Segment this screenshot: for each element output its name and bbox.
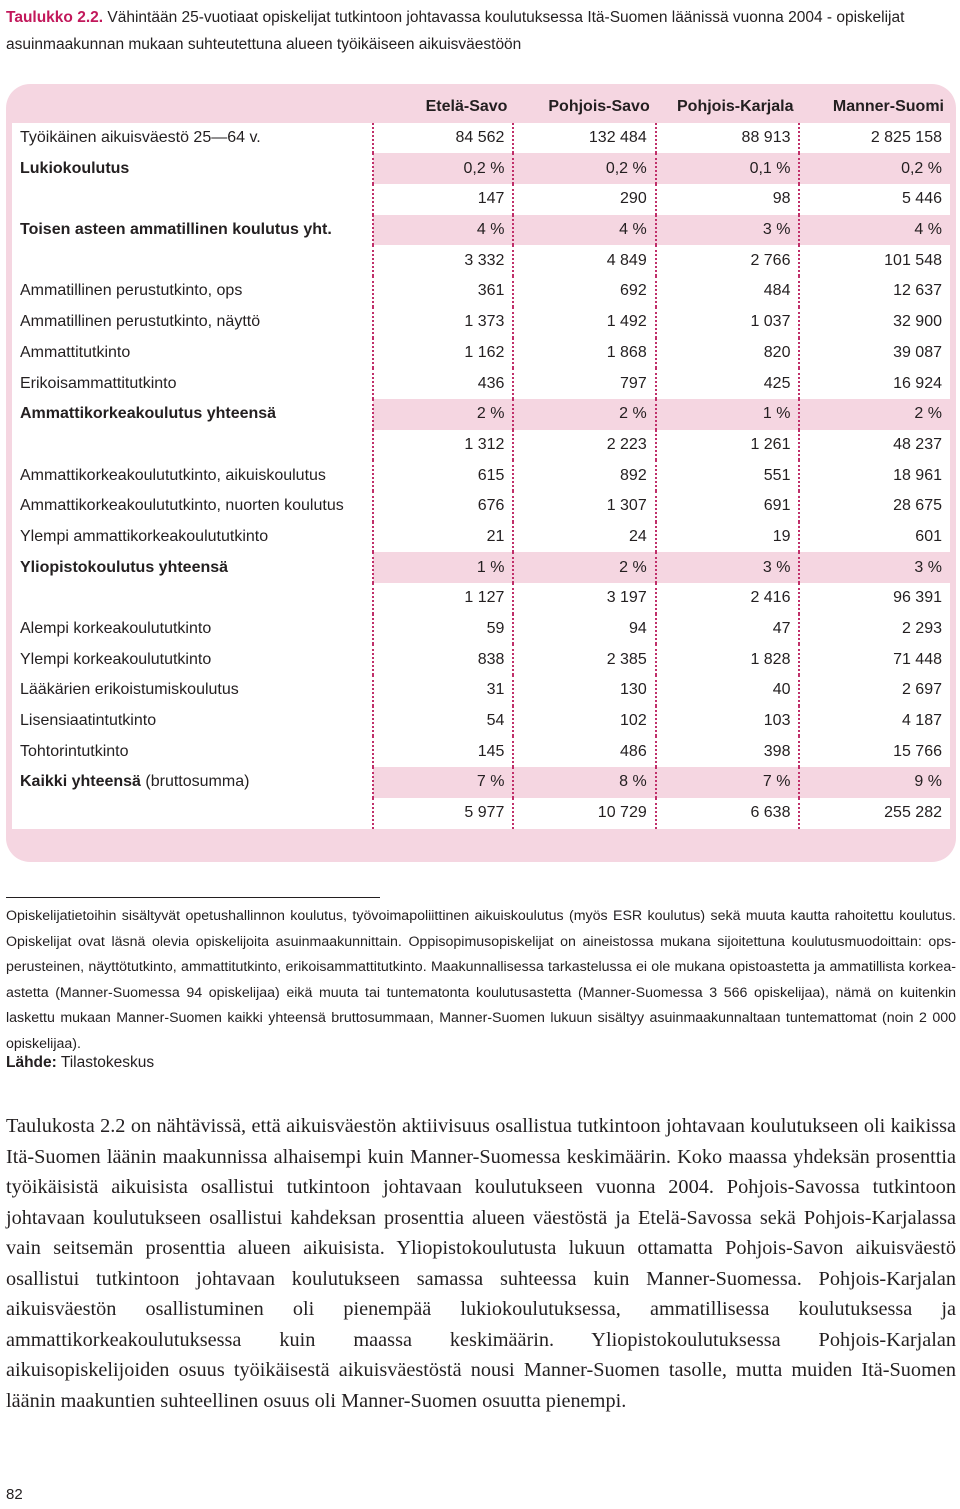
- row-label-text: Lääkärien erikoistumiskoulutus: [20, 681, 239, 699]
- table-row: [12, 399, 950, 430]
- row-label: [12, 123, 373, 154]
- row-label-text: Työikäinen aikuisväestö 25—64 v.: [20, 129, 261, 147]
- row-label: [12, 675, 373, 706]
- cell-value: 0,2 %: [799, 153, 950, 184]
- header-blank: [12, 92, 373, 123]
- cell-value: 4 849: [513, 245, 655, 276]
- table-body: [12, 123, 950, 829]
- table-row: [12, 215, 950, 246]
- cell-value: 1 127: [373, 583, 513, 614]
- row-label: [12, 338, 373, 369]
- cell-value: 101 548: [799, 245, 950, 276]
- cell-value: 71 448: [799, 644, 950, 675]
- cell-value: 2 385: [513, 644, 655, 675]
- cell-value: 103: [656, 706, 800, 737]
- cell-value: 21: [373, 522, 513, 553]
- row-label-text: Lukiokoulutus: [20, 159, 130, 177]
- cell-value: 615: [373, 460, 513, 491]
- cell-value: 4 187: [799, 706, 950, 737]
- row-label-text: Ammatillinen perustutkinto, näyttö: [20, 313, 261, 331]
- cell-value: 145: [373, 736, 513, 767]
- cell-value: 15 766: [799, 736, 950, 767]
- cell-value: 0,1 %: [656, 153, 800, 184]
- cell-value: 2 %: [513, 399, 655, 430]
- row-label: [12, 644, 373, 675]
- table-row: [12, 736, 950, 767]
- cell-value: 2 697: [799, 675, 950, 706]
- cell-value: 255 282: [799, 798, 950, 829]
- table-row: [12, 153, 950, 184]
- row-label: [12, 245, 373, 276]
- cell-value: 4 %: [373, 215, 513, 246]
- cell-value: 98: [656, 184, 800, 215]
- cell-value: 39 087: [799, 338, 950, 369]
- row-label-text: Ammatillinen perustutkinto, ops: [20, 282, 243, 300]
- table-row: [12, 368, 950, 399]
- cell-value: 676: [373, 491, 513, 522]
- cell-value: 820: [656, 338, 800, 369]
- page-number: 82: [6, 1486, 23, 1503]
- table-row: [12, 552, 950, 583]
- cell-value: 2 293: [799, 614, 950, 645]
- cell-value: 551: [656, 460, 800, 491]
- cell-value: 10 729: [513, 798, 655, 829]
- table-row: [12, 583, 950, 614]
- cell-value: 88 913: [656, 123, 800, 154]
- row-label-text: Toisen asteen ammatillinen koulutus yht.: [20, 221, 332, 239]
- row-label: [12, 583, 373, 614]
- table-row: [12, 522, 950, 553]
- cell-value: 2 %: [373, 399, 513, 430]
- table-row: [12, 123, 950, 154]
- cell-value: 838: [373, 644, 513, 675]
- cell-value: 2 416: [656, 583, 800, 614]
- cell-value: 691: [656, 491, 800, 522]
- cell-value: 1 307: [513, 491, 655, 522]
- cell-value: 96 391: [799, 583, 950, 614]
- table-header-row: [12, 92, 950, 123]
- row-label: [12, 736, 373, 767]
- table-row: [12, 245, 950, 276]
- row-label: [12, 307, 373, 338]
- cell-value: 132 484: [513, 123, 655, 154]
- footnote-text: Opiskelijatietoihin sisältyvät opetushallinnon koulutus, työvoimapoliittinen aikuiskoulutus (myös ESR koulutus) sekä muuta kautta rahoitettu koulutus. Opiskelijat ovat läsnä olevia opiskelijoita asuinmaakunnittain. Oppisopimusopiskelijat on aineistossa mukana sijoitettuna koulutusmuodoittain: ops-perusteinen, näyttötutkinto, ammattitutkinto, erikoisammattitutkinto. Maakunnallisessa tarkastelussa ei ole mukana opistoastetta ja ammatillista korkea-astetta (Manner-Suomessa 94 opiskelijaa) eikä muuta tai tuntematonta koulutusastetta (Manner-Suomessa 3 566 opiskelijaa), nämä on kuitenkin laskettu mukaan Manner-Suomen kaikki yhteensä bruttosummaan, Manner-Suomen lukuun sisältyy asuinmaakunnaltaan tuntemattomat (noin 2 000 opiskelijaa).: [6, 908, 956, 1052]
- cell-value: 1 261: [656, 430, 800, 461]
- row-label: [12, 552, 373, 583]
- column-header: Pohjois-Savo: [513, 92, 655, 123]
- cell-value: 797: [513, 368, 655, 399]
- cell-value: 16 924: [799, 368, 950, 399]
- cell-value: 290: [513, 184, 655, 215]
- cell-value: 3 197: [513, 583, 655, 614]
- row-label-text: Ammattikorkeakoulutus yhteensä: [20, 405, 277, 423]
- cell-value: 84 562: [373, 123, 513, 154]
- cell-value: 94: [513, 614, 655, 645]
- row-label: [12, 430, 373, 461]
- table-row: [12, 767, 950, 798]
- cell-value: 59: [373, 614, 513, 645]
- cell-value: 5 446: [799, 184, 950, 215]
- table-row: [12, 430, 950, 461]
- row-label-text: Erikoisammattitutkinto: [20, 374, 177, 392]
- row-label-text: Kaikki yhteensä: [20, 773, 141, 791]
- source-value: Tilastokeskus: [60, 1054, 155, 1071]
- cell-value: 32 900: [799, 307, 950, 338]
- row-label-text: Alempi korkeakoulututkinto: [20, 620, 212, 638]
- cell-value: 1 828: [656, 644, 800, 675]
- table-row: [12, 644, 950, 675]
- row-label: [12, 460, 373, 491]
- row-label: [12, 184, 373, 215]
- cell-value: 1 162: [373, 338, 513, 369]
- cell-value: 102: [513, 706, 655, 737]
- cell-value: 3 %: [656, 552, 800, 583]
- row-label: [12, 706, 373, 737]
- cell-value: 1 492: [513, 307, 655, 338]
- cell-value: 2 223: [513, 430, 655, 461]
- source-line: [6, 1054, 154, 1072]
- row-label-text: Tohtorintutkinto: [20, 742, 129, 760]
- cell-value: 31: [373, 675, 513, 706]
- row-label-text: Yliopistokoulutus yhteensä: [20, 558, 229, 576]
- row-label-suffix: (bruttosumma): [140, 773, 250, 791]
- table-row: [12, 798, 950, 829]
- row-label: [12, 614, 373, 645]
- cell-value: 12 637: [799, 276, 950, 307]
- table-row: [12, 184, 950, 215]
- cell-value: 1 037: [656, 307, 800, 338]
- table-row: [12, 276, 950, 307]
- body-paragraph: Taulukosta 2.2 on nähtävissä, että aikuisväestön aktiivisuus osallistua tutkintoon johtavaan koulutukseen oli kaikissa Itä-Suomen läänin maakunnissa alhaisempi kuin Manner-Suomessa keskimäärin. Koko maassa yhdeksän prosenttia työikäisistä aikuisista osallistui tutkintoon johtavaan koulutukseen vuonna 2004. Pohjois-Savossa tutkintoon johtavaan koulutukseen osallistui kahdeksan prosenttia alueen väestöstä ja Etelä-Savossa sekä Pohjois-Karjalassa vain seitsemän prosenttia alueen aikuisista. Yliopistokoulutusta lukuun ottamatta Pohjois-Savon aikuisväestö osallistui tutkintoon johtavaan koulutukseen samassa suhteessa kuin Manner-Suomessa. Pohjois-Karjalan aikuisväestön osallistuminen oli pienempää lukiokoulutuksessa, ammatillisessa koulutuksessa ja ammattikorkeakoulutuksessa kuin maassa keskimäärin. Yliopistokoulutuksessa Pohjois-Karjalan aikuisopiskelijoiden osuus työikäisestä aikuisväestöstä nousi Manner-Suomen tasolle, mutta muiden Itä-Suomen läänin maakuntien suhteellinen osuus oli Manner-Suomen osuutta pienempi.: [6, 1115, 956, 1412]
- cell-value: 130: [513, 675, 655, 706]
- cell-value: 0,2 %: [513, 153, 655, 184]
- cell-value: 0,2 %: [373, 153, 513, 184]
- row-label: [12, 215, 373, 246]
- cell-value: 5 977: [373, 798, 513, 829]
- table-row: [12, 307, 950, 338]
- cell-value: 1 868: [513, 338, 655, 369]
- cell-value: 48 237: [799, 430, 950, 461]
- cell-value: 3 %: [656, 215, 800, 246]
- row-label: [12, 767, 373, 798]
- table-row: [12, 675, 950, 706]
- row-label: [12, 522, 373, 553]
- cell-value: 9 %: [799, 767, 950, 798]
- table-panel: [6, 84, 956, 862]
- cell-value: 484: [656, 276, 800, 307]
- column-header: Pohjois-Karjala: [656, 92, 800, 123]
- table-title: Vähintään 25-vuotiaat opiskelijat tutkintoon johtavassa koulutuksessa Itä-Suomen läänissä vuonna 2004 - opiskelijat asuinmaakunnan mukaan suhteutettuna alueen työikäiseen aikuisväestöön: [6, 9, 905, 53]
- cell-value: 692: [513, 276, 655, 307]
- row-label: [12, 368, 373, 399]
- cell-value: 2 825 158: [799, 123, 950, 154]
- cell-value: 2 %: [799, 399, 950, 430]
- cell-value: 425: [656, 368, 800, 399]
- row-label-text: Lisensiaatintutkinto: [20, 712, 157, 730]
- cell-value: 2 %: [513, 552, 655, 583]
- cell-value: 892: [513, 460, 655, 491]
- row-label: [12, 798, 373, 829]
- table-row: [12, 706, 950, 737]
- cell-value: 436: [373, 368, 513, 399]
- table-row: [12, 614, 950, 645]
- table-caption: [6, 4, 956, 58]
- cell-value: 18 961: [799, 460, 950, 491]
- cell-value: 147: [373, 184, 513, 215]
- cell-value: 1 312: [373, 430, 513, 461]
- source-label: Lähde:: [6, 1054, 57, 1071]
- table-row: [12, 338, 950, 369]
- row-label-text: Ylempi korkeakoulututkinto: [20, 650, 212, 668]
- row-label: [12, 153, 373, 184]
- cell-value: 28 675: [799, 491, 950, 522]
- row-label: [12, 491, 373, 522]
- cell-value: 7 %: [373, 767, 513, 798]
- cell-value: 54: [373, 706, 513, 737]
- table-row: [12, 491, 950, 522]
- row-label-text: Ylempi ammattikorkeakoulututkinto: [20, 527, 269, 545]
- cell-value: 1 %: [373, 552, 513, 583]
- cell-value: 1 %: [656, 399, 800, 430]
- cell-value: 486: [513, 736, 655, 767]
- table-number: Taulukko 2.2.: [6, 9, 104, 26]
- row-label: [12, 399, 373, 430]
- cell-value: 361: [373, 276, 513, 307]
- row-label-text: Ammattitutkinto: [20, 343, 131, 361]
- row-label-text: Ammattikorkeakoulututkinto, aikuiskoulutus: [20, 466, 326, 484]
- cell-value: 3 332: [373, 245, 513, 276]
- cell-value: 4 %: [799, 215, 950, 246]
- row-label-text: Ammattikorkeakoulututkinto, nuorten koulutus: [20, 497, 344, 515]
- cell-value: 24: [513, 522, 655, 553]
- cell-value: 8 %: [513, 767, 655, 798]
- footnote-divider: [6, 897, 380, 898]
- cell-value: 1 373: [373, 307, 513, 338]
- column-header: Etelä-Savo: [373, 92, 513, 123]
- column-header: Manner-Suomi: [799, 92, 950, 123]
- cell-value: 601: [799, 522, 950, 553]
- row-label: [12, 276, 373, 307]
- cell-value: 47: [656, 614, 800, 645]
- cell-value: 7 %: [656, 767, 800, 798]
- cell-value: 40: [656, 675, 800, 706]
- cell-value: 4 %: [513, 215, 655, 246]
- table-row: [12, 460, 950, 491]
- data-table: [12, 92, 950, 829]
- cell-value: 2 766: [656, 245, 800, 276]
- cell-value: 398: [656, 736, 800, 767]
- cell-value: 19: [656, 522, 800, 553]
- cell-value: 6 638: [656, 798, 800, 829]
- cell-value: 3 %: [799, 552, 950, 583]
